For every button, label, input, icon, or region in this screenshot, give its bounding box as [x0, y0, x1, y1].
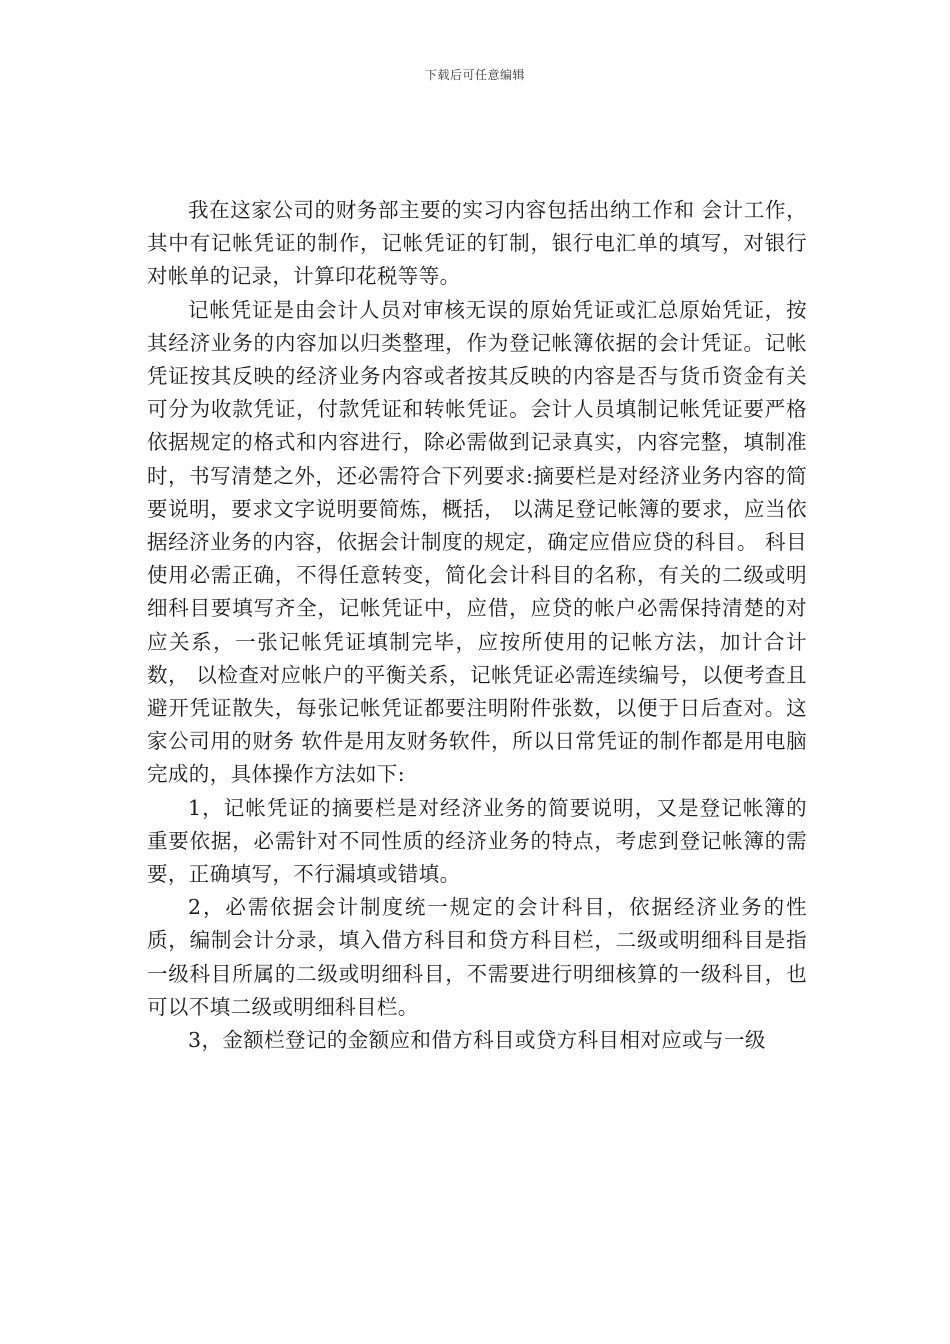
- paragraph-step-1: 1，记帐凭证的摘要栏是对经济业务的简要说明，又是登记帐簿的重要依据，必需针对不同性质的经济业务的特点，考虑到登记帐簿的需要，正确填写，不行漏填或错填。: [147, 795, 807, 887]
- paragraph-voucher-definition: 记帐凭证是由会计人员对审核无误的原始凭证或汇总原始凭证，按其经济业务的内容加以归类整理，作为登记帐簿依据的会计凭证。记帐凭证按其反映的经济业务内容或者按其反映的内容是否与货币资金有关可分为收款凭证，付款凭证和转帐凭证。会计人员填制记帐凭证要严格依据规定的格式和内容进行，除必需做到记录真实，内容完整，填制准时，书写清楚之外，还必需符合下列要求:摘要栏是对经济业务内容的简要说明，要求文字说明要简炼，概括， 以满足登记帐簿的要求，应当依据经济业务的内容，依据会计制度的规定，确定应借应贷的科目。 科目使用必需正确，不得任意转变，简化会计科目的名称，有关的二级或明细科目要填写齐全，记帐凭证中，应借，应贷的帐户必需保持清楚的对应关系，一张记帐凭证填制完毕，应按所使用的记帐方法，加计合计数， 以检查对应帐户的平衡关系，记帐凭证必需连续编号，以便考查且避开凭证散失，每张记帐凭证都要注明附件张数，以便于日后查对。这家公司用的财务 软件是用友财务软件，所以日常凭证的制作都是用电脑完成的，具体操作方法如下:: [147, 297, 807, 787]
- page-header: 下载后可任意编辑: [424, 68, 525, 82]
- paragraph-step-2: 2，必需依据会计制度统一规定的会计科目，依据经济业务的性质，编制会计分录，填入借方科目和贷方科目栏，二级或明细科目是指一级科目所属的二级或明细科目，不需要进行明细核算的一级科目，也可以不填二级或明细科目栏。: [147, 895, 807, 1019]
- paragraph-step-3: 3，金额栏登记的金额应和借方科目或贷方科目相对应或与一级: [188, 1028, 766, 1053]
- body-text: [147, 194, 807, 1057]
- paragraph-internship-content: 我在这家公司的财务部主要的实习内容包括出纳工作和 会计工作，其中有记帐凭证的制作，记帐凭证的钉制，银行电汇单的填写，对银行对帐单的记录，计算印花税等等。: [147, 198, 807, 289]
